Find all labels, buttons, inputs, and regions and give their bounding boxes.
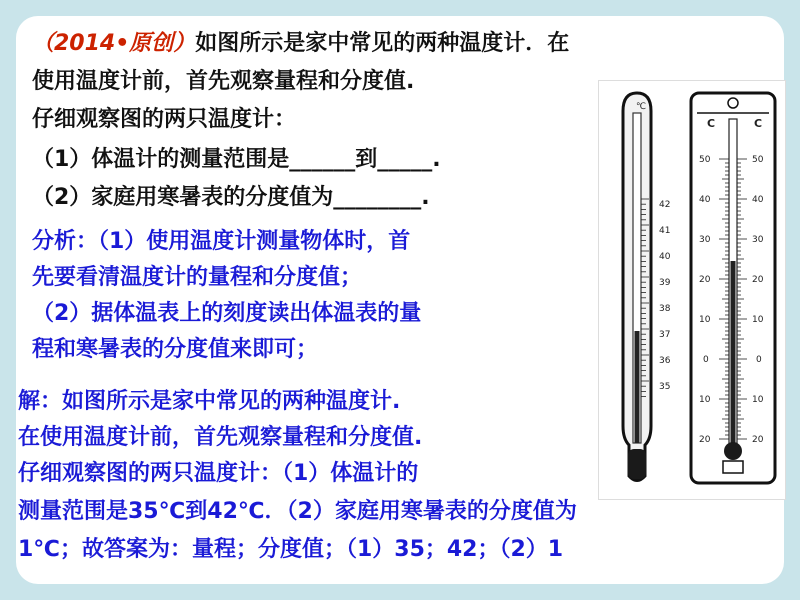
clinical-label-35: 35 (659, 382, 671, 392)
source-tag: （2014•原创） (32, 31, 196, 56)
question-line-3: 仔细观察图的两只温度计： (32, 107, 297, 132)
question-text: 如图所示是家中常见的两种温度计．在 (195, 31, 570, 56)
household-label-left-10: 10 (699, 315, 711, 325)
unit-label-left: C (707, 117, 716, 130)
question-part-1: （1）体温计的测量范围是______到_____. (32, 147, 441, 172)
analysis-line-3: （2）据体温表上的刻度读出体温表的量 (32, 301, 422, 326)
household-label-right-20: 20 (752, 275, 764, 285)
household-label-left-n20: 20 (699, 435, 711, 445)
household-label-left-20: 20 (699, 275, 711, 285)
question-part-2: （2）家庭用寒暑表的分度值为________. (32, 185, 430, 210)
household-label-left-0: 0 (703, 355, 709, 365)
thermometers-drawing (599, 81, 785, 499)
clinical-label-38: 38 (659, 304, 671, 314)
hanging-hole (728, 98, 738, 108)
household-label-right-30: 30 (752, 235, 764, 245)
unit-label-right: C (754, 117, 763, 130)
solution-line-1: 解：如图所示是家中常见的两种温度计. (18, 389, 401, 414)
household-label-left-30: 30 (699, 235, 711, 245)
thermometer-figure (598, 80, 786, 500)
analysis-line-2: 先要看清温度计的量程和分度值； (32, 265, 363, 290)
clinical-label-36: 36 (659, 356, 671, 366)
household-label-left-40: 40 (699, 195, 711, 205)
solution-line-3: 仔细观察图的两只温度计：（1）体温计的 (18, 461, 419, 486)
clinical-label-39: 39 (659, 278, 671, 288)
question-line-2: 使用温度计前，首先观察量程和分度值. (32, 69, 415, 94)
household-label-left-n10: 10 (699, 395, 711, 405)
household-label-right-50: 50 (752, 155, 764, 165)
clinical-thermometer (623, 93, 671, 481)
household-label-left-50: 50 (699, 155, 711, 165)
household-label-right-40: 40 (752, 195, 764, 205)
household-label-right-10: 10 (752, 315, 764, 325)
analysis-line-4: 程和寒暑表的分度值来即可； (32, 337, 319, 362)
household-label-right-n20: 20 (752, 435, 764, 445)
analysis-line-1: 分析：（1）使用温度计测量物体时，首 (32, 229, 411, 254)
household-label-right-0: 0 (756, 355, 762, 365)
household-label-right-n10: 10 (752, 395, 764, 405)
household-thermometer (691, 93, 775, 483)
clinical-label-40: 40 (659, 252, 671, 262)
clinical-label-37: 37 (659, 330, 671, 340)
solution-line-5: 1℃；故答案为：量程；分度值；（1）35；42；（2）1 (18, 537, 564, 562)
solution-line-4: 测量范围是35℃到42℃．（2）家庭用寒暑表的分度值为 (18, 499, 577, 524)
clinical-label-42: 42 (659, 200, 671, 210)
question-line-1 (32, 28, 569, 60)
solution-line-2: 在使用温度计前，首先观察量程和分度值. (18, 425, 423, 450)
clinical-unit-label: ℃ (635, 102, 647, 112)
clinical-label-41: 41 (659, 226, 671, 236)
